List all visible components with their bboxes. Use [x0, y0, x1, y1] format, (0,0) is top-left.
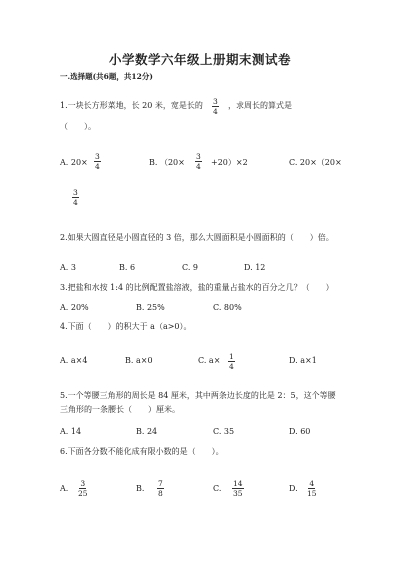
q1-option-c-pre: C. 20×（20×	[289, 158, 342, 167]
q5-option-a: A. 14	[60, 427, 82, 436]
q6-option-c-label: C.	[213, 484, 222, 493]
q1-option-b-pre: B. （20×	[149, 158, 185, 167]
q1-option-a: A. 20×	[60, 158, 88, 167]
q2-stem: 2.如果大圆直径是小圆直径的 3 倍，那么大圆面积是小圆面积的（ ）倍。	[60, 233, 334, 242]
q3-option-c: C. 80%	[213, 303, 242, 312]
q1-stem-line1-post: ，求周长的算式是	[228, 101, 292, 110]
q1-stem-fraction: $\frac{3}{4}$	[213, 97, 218, 116]
q2-option-d: D. 12	[244, 263, 266, 272]
q5-stem-line2: 三角形的一条腰长（ ）厘米。	[60, 405, 180, 414]
q1-stem-line1-pre: 1.一块长方形菜地，长 20 米，宽是长的	[60, 101, 203, 110]
q1-option-b-post: +20）×2	[211, 158, 248, 167]
q6-option-d-label: D.	[289, 484, 298, 493]
q1-option-b-fraction: $\frac{3}{4}$	[196, 152, 201, 171]
q4-stem: 4.下面（ ）的积大于 a（a>0）。	[60, 322, 192, 331]
q5-option-d: D. 60	[289, 427, 311, 436]
q4-option-c-fraction: $\frac{1}{4}$	[229, 352, 234, 371]
q2-option-a: A. 3	[60, 263, 76, 272]
q6-stem: 6.下面各分数不能化成有限小数的是（ ）。	[60, 447, 224, 456]
q6-option-a-label: A.	[60, 484, 69, 493]
q6-option-d-fraction: $\frac{4}{15}$	[307, 479, 317, 498]
q4-option-b: B. a×0	[125, 356, 153, 365]
q2-option-c: C. 9	[182, 263, 199, 272]
q1-option-a-fraction: $\frac{3}{4}$	[95, 152, 100, 171]
q2-option-b: B. 6	[119, 263, 136, 272]
q4-option-c: C. a×	[198, 356, 221, 365]
q6-option-b-fraction: $\frac{7}{8}$	[158, 479, 163, 498]
section-heading: 一.选择题(共6题，共12分)	[60, 72, 153, 81]
q1-option-c-fraction: $\frac{3}{4}$	[73, 188, 78, 207]
q3-stem: 3.把盐和水按 1:4 的比例配置盐溶液，盐的重量占盐水的百分之几？（ ）	[60, 283, 334, 292]
q6-option-a-fraction: $\frac{3}{25}$	[78, 479, 88, 498]
q4-option-a: A. a×4	[60, 356, 88, 365]
q1-stem-line2: （ ）。	[60, 122, 96, 131]
page-title: 小学数学六年级上册期末测试卷	[108, 52, 291, 67]
q5-option-c: C. 35	[213, 427, 235, 436]
q5-stem-line1: 5.一个等腰三角形的周长是 84 厘米，其中两条边长度的比是 2：5，这个等腰	[60, 391, 336, 400]
q5-option-b: B. 24	[136, 427, 158, 436]
q6-option-b-label: B.	[136, 484, 145, 493]
q3-option-b: B. 25%	[136, 303, 165, 312]
q4-option-d: D. a×1	[289, 356, 317, 365]
q3-option-a: A. 20%	[60, 303, 89, 312]
q6-option-c-fraction: $\frac{14}{35}$	[233, 479, 243, 498]
